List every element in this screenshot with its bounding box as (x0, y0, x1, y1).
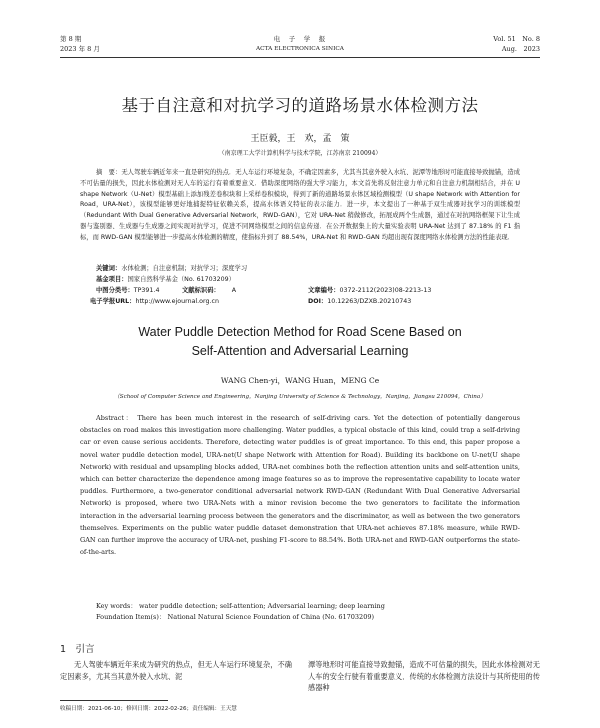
header-journal-cn: 电 子 学 报 (273, 35, 327, 43)
chinese-keywords-text: 水体检测；自注意机制；对抗学习；深度学习 (121, 265, 248, 272)
article-number-field (308, 286, 432, 296)
english-title (60, 323, 540, 361)
english-affiliation: （School of Computer Science and Engineering，Nanjing University of Science & Technology，Nanjing，Jiangsu 210094，China） (114, 394, 486, 400)
chinese-fund (96, 275, 235, 285)
english-foundation-text: National Natural Science Foundation of China (No. 61703209) (167, 613, 374, 621)
url-value[interactable]: http://www.ejournal.org.cn (135, 298, 219, 305)
header-journal (60, 34, 540, 54)
chinese-abstract-label: 摘 要： (96, 169, 122, 176)
doc-code-field (182, 286, 237, 296)
english-abstract-label: Abstract： (96, 414, 134, 422)
received-date-footnote: 收稿日期：2021-06-10；修回日期：2022-02-26；责任编辑：王天慧 (60, 706, 237, 712)
article-number-label: 文章编号： (308, 287, 340, 294)
section-heading-introduction: 1 引言 (60, 644, 95, 655)
doi-value[interactable]: 10.12263/DZXB.20210743 (327, 298, 412, 305)
english-foundation (96, 612, 374, 622)
chinese-fund-label: 基金项目： (96, 276, 128, 283)
chinese-affiliation: （南京理工大学计算机科学与技术学院，江苏南京 210094） (218, 150, 382, 157)
doi-field (308, 297, 412, 307)
chinese-abstract (80, 168, 520, 244)
doi-label: DOI： (308, 298, 328, 305)
english-title-line-2: Self-Attention and Adversarial Learning (191, 344, 409, 358)
chinese-fund-text: 国家自然科学基金（No. 61703209） (127, 276, 235, 283)
chinese-abstract-text: 无人驾驶车辆近年来一直是研究的热点．无人车运行环境复杂，不确定因素多，尤其当其意外驶入水坑、泥潭等地形时可能直接导致抛锚，造成不可估量的损失，因此水体检测对无人车的运行有着重要意义．借助深度网络的强大学习能力，本文首先将反射注意力单元和自注意力机制相结合，并在 U shape Network（U-Net）模型基础上添加残差卷积块和上采样卷积模块，得到了新的道路场景水体区域检测模型（U shape Network with Attention for Road，URA-Net），该模型能够更好地捕捉特征依赖关系，提高水体语义特征的表示能力．进一步，本文提出了一种基于双生成器对抗学习的训练模型（Redundant With Dual Generative Adversarial Network，RWD-GAN），它对 URA-Net 稍做修改，拓展成两个生成器，通过在对抗网络框架下让生成器与鉴别器、生成器与生成器之间实现对抗学习，促进不同网络模型之间的信息传递．在公开数据集上的大量实验表明 URA-Net 达到了 87.18% 的 F1 指标，而 RWD-GAN 模型能够进一步提高水体检测的精度，使指标升到了 88.54%，URA-Net 和 RWD-GAN 均超出现有深度网络水体检测方法的性能表现． (80, 169, 521, 241)
chinese-authors: 王臣毅，王 欢，孟 策 (250, 134, 350, 144)
header-journal-en: ACTA ELECTRONICA SINICA (255, 46, 344, 52)
english-foundation-label: Foundation Item(s)： (96, 613, 166, 621)
running-header (60, 34, 540, 58)
header-issue-number: 第 8 期 (60, 35, 82, 43)
english-keywords (96, 601, 385, 611)
article-number-value: 0372-2112(2023)08-2213-13 (339, 287, 432, 294)
chinese-title: 基于自注意和对抗学习的道路场景水体检测方法 (121, 96, 479, 115)
english-abstract-text: There has been much interest in the research of self-driving cars. Yet the detection of potentially dangerous obstacles on road makes this investigation more challenging. Water puddles, a typical obstacle of this kind, could trap a self-driving car or even cause serious accidents. Therefore, detecting water puddles is of great importance. To this end, this paper propose a novel water puddle detection model, URA-net(U shape Network with Attention for Road). Building its backbone on U-net(U shape Network) with residual and upsampling blocks added, URA-net combines both the reflection attention units and self-attention units, which can better characterize the dependence among image features so as to improve the representative capability to locate water puddles. Furthermore, a two-generator conditional adversarial network RWD-GAN (Redundant With Dual Generative Adversarial Network) is proposed, where two URA-Nets with a minor revision become the two generators to facilitate the information interaction in the adversarial learning process between the generators and the discriminator, as well as between the two generators themselves. Experiments on the public water puddle dataset demonstration that URA-net achieves 87.18% measure, while RWD-GAN can further improve the accuracy of URA-net, pushing F1-score to 88.54%. Both URA-net and RWD-GAN outperforms the state-of-the-arts. (80, 414, 520, 557)
clc-field (96, 286, 160, 296)
doc-code-value: A (231, 287, 237, 294)
clc-value: TP391.4 (133, 287, 160, 294)
header-volume-number: Vol. 51 No. 8 (493, 35, 540, 43)
body-left-text: 无人驾驶车辆近年来成为研究的热点，但无人车运行环境复杂，不确定因素多，尤其当其意外驶入水坑、泥 (60, 660, 292, 681)
chinese-keywords-label: 关键词： (96, 265, 122, 272)
header-issue-date: 2023 年 8 月 (60, 45, 100, 53)
english-authors: WANG Chen-yi，WANG Huan，MENG Ce (220, 376, 380, 385)
english-title-line-1: Water Puddle Detection Method for Road Scene Based on (138, 325, 462, 339)
clc-label: 中图分类号： (96, 287, 134, 294)
url-field (90, 297, 219, 307)
header-volume-date: Aug. 2023 (501, 45, 540, 53)
body-column-left (60, 659, 292, 682)
body-column-right (308, 659, 540, 694)
english-keywords-label: Key words： (96, 602, 137, 610)
english-keywords-text: water puddle detection; self-attention; Adversarial learning; deep learning (138, 602, 385, 610)
english-abstract (80, 412, 520, 558)
doc-code-label: 文献标识码： (182, 287, 220, 294)
body-right-text: 潭等地形时可能直接导致抛锚，造成不可估量的损失，因此水体检测对无人车的安全行驶有着重要意义．传统的水体检测方法设计与其所使用的传感器种 (308, 660, 540, 693)
url-label: 电子学报URL： (90, 298, 136, 305)
chinese-keywords (96, 264, 247, 274)
header-divider (60, 57, 540, 58)
footnote-divider (60, 700, 168, 701)
header-volume (493, 34, 540, 54)
